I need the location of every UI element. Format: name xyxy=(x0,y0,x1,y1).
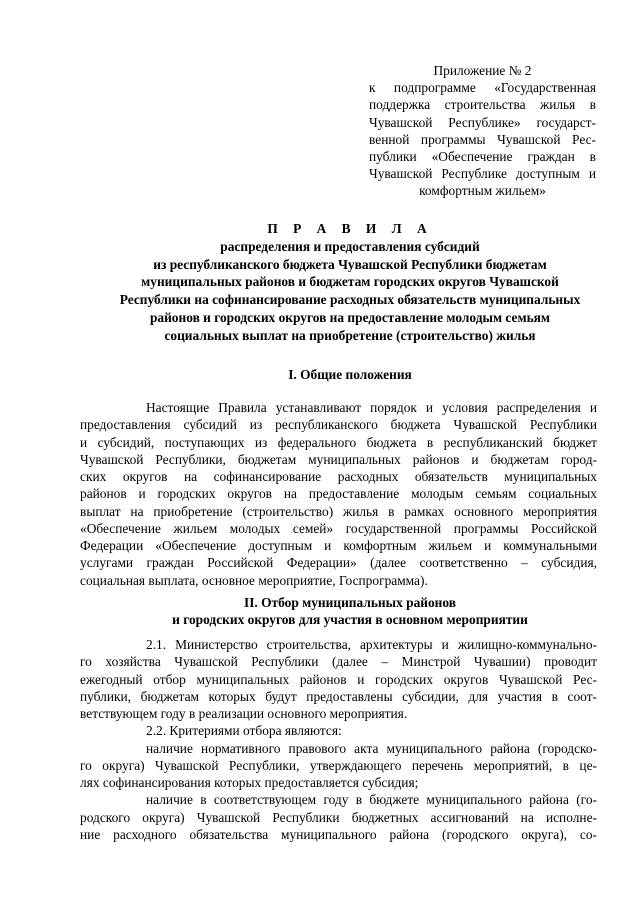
title-line: социальных выплат на приобретение (строительство) жилья xyxy=(164,327,536,343)
paragraph-line: и субсидий, поступающих из федерального бюджета в республиканский бюджет xyxy=(80,434,597,450)
appendix-line: поддержка строительства жилья в xyxy=(369,97,596,113)
document-title xyxy=(80,220,620,345)
paragraph-line: публики, бюджетам которых будут предоставлены субсидии, для участия в соот- xyxy=(80,688,597,704)
appendix-line: Чувашской Республике доступным и xyxy=(369,166,596,182)
paragraph-line: Федерации «Обеспечение доступным и комфортным жильем и коммунальными xyxy=(80,538,597,553)
paragraph-line: «Обеспечение жильем молодых семей» государственной программы Российской xyxy=(80,520,597,536)
paragraph-line: наличие в соответствующем году в бюджете муниципального района (го- xyxy=(146,792,597,808)
paragraph-line: 2.1. Министерство строительства, архитектуры и жилищно-коммунально- xyxy=(146,637,597,652)
appendix-line: венной программы Чувашской Рес- xyxy=(369,131,596,147)
paragraph-line: ветствующем году в реализации основного мероприятия. xyxy=(80,706,408,721)
paragraph-line: родского округа) Чувашской Республики бюджетных ассигнований на исполне- xyxy=(80,809,597,825)
section-2-heading xyxy=(80,594,620,629)
paragraph-line: ских округов на софинансирование расходных обязательств муниципальных xyxy=(80,469,597,484)
section-heading-line: II. Отбор муниципальных районов xyxy=(244,595,456,610)
appendix-line: комфортным жильем» xyxy=(419,183,546,199)
paragraph-line: предоставления субсидий из республиканского бюджета Чувашской Республики xyxy=(80,417,597,433)
title-line: Республики на софинансирование расходных обязательств муниципальных xyxy=(119,292,581,308)
title-line: распределения и предоставления субсидий xyxy=(220,238,480,254)
section-1-heading xyxy=(80,366,620,383)
paragraph-line: услугами граждан Российской Федерации» (далее соответственно – субсидия, xyxy=(80,555,597,571)
paragraph-line: наличие нормативного правового акта муниципального района (городско- xyxy=(146,740,597,756)
title-word: П Р А В И Л А xyxy=(267,221,433,236)
appendix-title: Приложение № 2 xyxy=(433,63,532,78)
section-heading-line: и городских округов для участия в основном мероприятии xyxy=(172,612,528,628)
section-2-body xyxy=(80,636,597,843)
paragraph-line: 2.2. Критериями отбора являются: xyxy=(146,723,342,739)
paragraph-line: ние расходного обязательства муниципального района (городского округа), со- xyxy=(80,826,597,842)
paragraph-line: Чувашской Республики, бюджетам муниципальных районов и бюджетам город- xyxy=(80,451,597,467)
paragraph-line: лях софинансирования которых предоставляется субсидия; xyxy=(80,775,419,790)
title-line: районов и городских округов на предоставление молодым семьям xyxy=(149,309,551,325)
paragraph-line: го хозяйства Чувашской Республики (далее – Минстрой Чувашии) проводит xyxy=(80,654,597,670)
appendix-block xyxy=(369,62,596,200)
appendix-line: к подпрограмме «Государственная xyxy=(369,80,596,96)
title-line: из республиканского бюджета Чувашской Республики бюджетам xyxy=(153,256,547,272)
paragraph-line: выплат на приобретение (строительство) жилья в рамках основного мероприятия xyxy=(80,503,597,519)
paragraph-line: ежегодный отбор муниципальных районов и городских округов Чувашской Рес- xyxy=(80,671,597,687)
appendix-line: Чувашской Республике» государст- xyxy=(369,114,596,130)
paragraph-line: социальная выплата, основное мероприятие, Госпрограмма). xyxy=(80,572,428,588)
section-heading-line: I. Общие положения xyxy=(288,367,412,382)
title-line: муниципальных районов и бюджетам городских округов Чувашской xyxy=(141,274,559,290)
paragraph-line: Настоящие Правила устанавливают порядок и условия распределения и xyxy=(146,400,597,415)
appendix-line: публики «Обеспечение граждан в xyxy=(369,149,596,165)
paragraph-line: го округа) Чувашской Республики, утверждающего перечень мероприятий, в це- xyxy=(80,757,597,773)
section-1-paragraph xyxy=(80,399,597,589)
paragraph-line: районов и городских округов на предоставление молодым семьям социальных xyxy=(80,486,597,502)
